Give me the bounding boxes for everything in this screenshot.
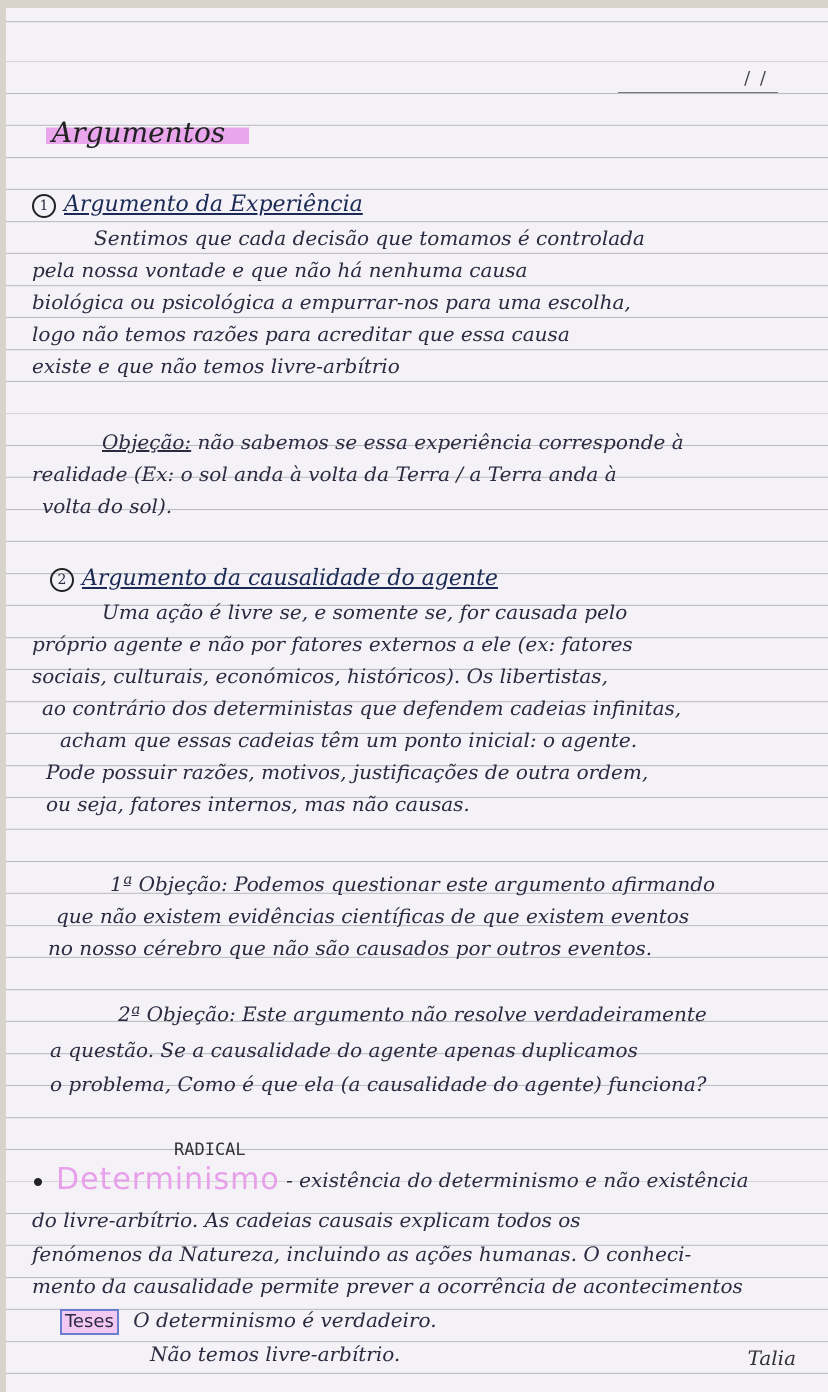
objection1-text: Podemos questionar este argumento afirmando [234,872,716,896]
section1-heading-line [32,190,802,219]
determinismo-line [30,1162,802,1197]
section2-line: ou seja, fatores internos, mas não causas. [46,792,470,816]
notebook-page [6,8,828,1392]
determinismo-term: Determinismo [56,1162,280,1197]
signature: Talia [747,1346,796,1370]
section2-objection1-line: no nosso cérebro que não são causados por outros eventos. [48,936,653,960]
determinismo-line: mento da causalidade permite prever a ocorrência de acontecimentos [32,1274,743,1298]
section2-objection1-line: que não existem evidências científicas de que existem eventos [56,904,690,928]
page-title: Argumentos [46,116,249,149]
section2-number: 2 [50,568,74,592]
section1-line: pela nossa vontade e que não há nenhuma causa [32,258,528,282]
section2-line: Uma ação é livre se, e somente se, for causada pelo [102,600,628,624]
section1-line: existe e que não temos livre-arbítrio [32,354,400,378]
objection-label: Objeção: [102,430,192,454]
section2-objection1-line [110,870,802,898]
objection1-label: 1ª Objeção: [110,872,228,896]
objection-text: não sabemos se essa experiência corresponde à [197,430,684,454]
determinismo-definition: - existência do determinismo e não existência [286,1168,749,1192]
objection2-label: 2ª Objeção: [118,1002,236,1026]
date-line [618,92,778,93]
section1-objection-line: realidade (Ex: o sol anda à volta da Terra / a Terra anda à [32,462,617,486]
section1-objection-line [102,428,802,456]
section1-line: Sentimos que cada decisão que tomamos é controlada [94,226,645,250]
objection2-text: Este argumento não resolve verdadeiramente [242,1002,707,1026]
tese-line: Não temos livre-arbítrio. [150,1342,401,1366]
section2-heading: Argumento da causalidade do agente [82,566,498,591]
section1-line: logo não temos razões para acreditar que essa causa [32,322,570,346]
bullet-icon [34,1178,42,1186]
teses-line [60,1306,802,1335]
section2-line: Pode possuir razões, motivos, justificações de outra ordem, [46,760,649,784]
section2-line: acham que essas cadeias têm um ponto inicial: o agente. [60,728,638,752]
date-marks: / / [744,68,768,89]
section2-objection2-line: o problema, Como é que ela (a causalidade do agente) funciona? [50,1072,707,1096]
section2-line: ao contrário dos deterministas que defendem cadeias infinitas, [42,696,682,720]
section1-heading: Argumento da Experiência [64,192,363,217]
section1-number: 1 [32,194,56,218]
section2-objection2-line: a questão. Se a causalidade do agente apenas duplicamos [50,1038,638,1062]
section2-heading-line [50,564,802,593]
tese-text: O determinismo é verdadeiro. [133,1308,437,1332]
teses-label: Teses [60,1309,119,1335]
section1-objection-line: volta do sol). [42,494,173,518]
section1-line: biológica ou psicológica a empurrar-nos para uma escolha, [32,290,631,314]
section2-line: sociais, culturais, económicos, históricos). Os libertistas, [32,664,608,688]
section2-objection2-line [118,1000,802,1028]
determinismo-line: do livre-arbítrio. As cadeias causais explicam todos os [32,1208,581,1232]
section2-line: próprio agente e não por fatores externos a ele (ex: fatores [32,632,633,656]
determinismo-line: fenómenos da Natureza, incluindo as ações humanas. O conheci- [32,1242,692,1266]
radical-tag: RADICAL [174,1140,246,1160]
